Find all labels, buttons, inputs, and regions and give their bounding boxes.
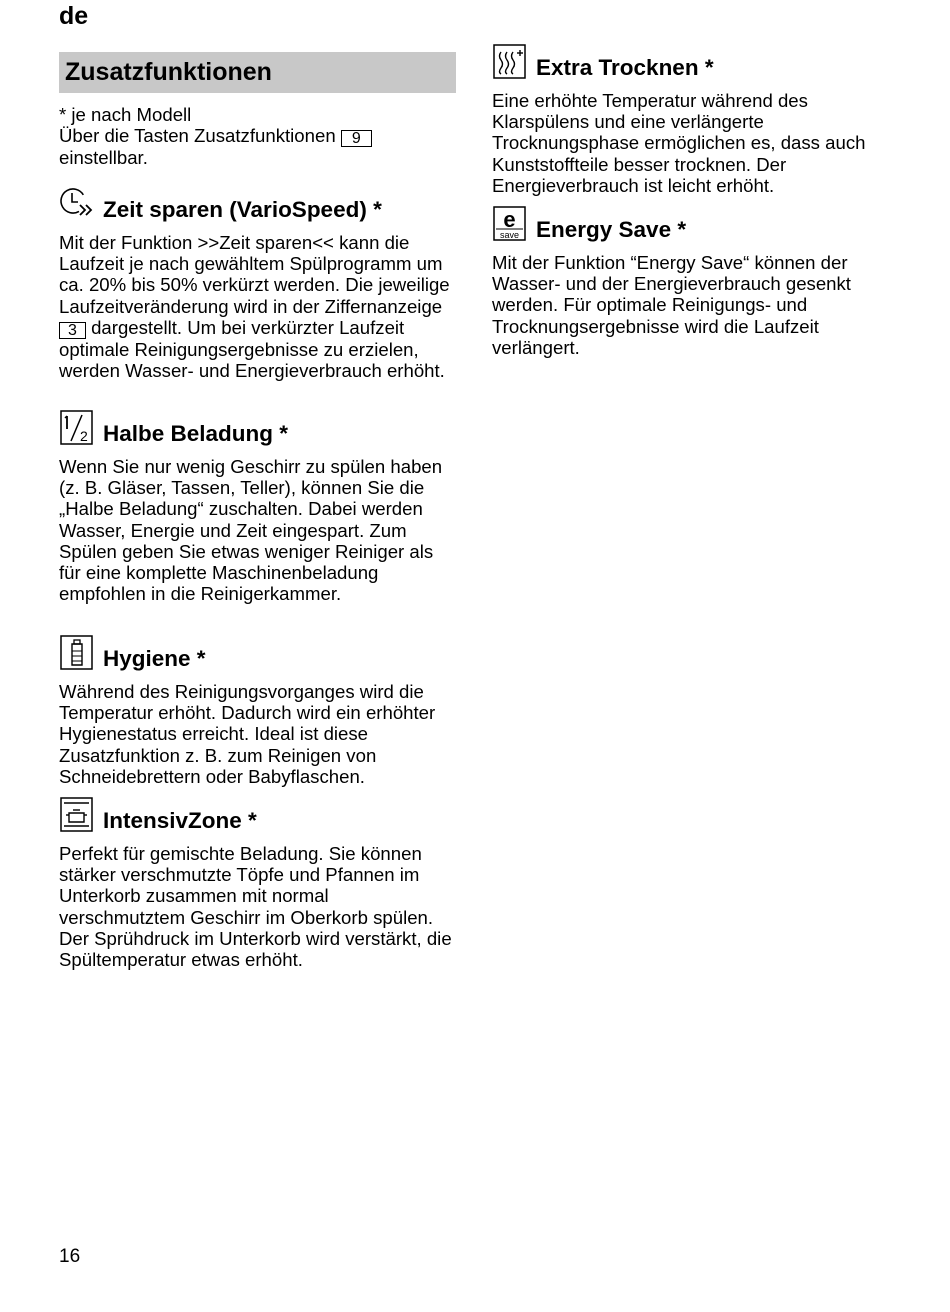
hygiene-text: Während des Reinigungsvorganges wird die Temperatur erhöht. Dadurch wird ein erhöhter Hygienestatus erreicht. Ideal ist diese Zusatzfunktion z. B. zum Reinigen von Schneidebrettern oder Babyflaschen. <box>59 681 436 787</box>
model-note: * je nach Modell <box>59 104 192 125</box>
zeit-sparen-text <box>59 232 457 381</box>
extra-trocknen-section <box>492 44 892 196</box>
clock-fast-forward-icon <box>59 186 95 222</box>
zeit-text-part1: Mit der Funktion >>Zeit sparen<< kann die Laufzeit je nach gewähltem Spülprogramm um ca. 20% bis 50% verkürzt werden. Die jeweilige Laufzeitveränderung wird in der Ziffernanzeige <box>59 232 450 317</box>
intro-text <box>59 125 457 168</box>
half-load-icon <box>59 410 95 446</box>
intro-line: Über die Tasten Zusatzfunktionen <box>59 125 336 147</box>
halbe-beladung-section <box>59 410 457 604</box>
intro-block <box>59 104 457 168</box>
language-code: de <box>59 2 89 30</box>
halbe-beladung-text: Wenn Sie nur wenig Geschirr zu spülen haben (z. B. Gläser, Tassen, Teller), können Sie die „Halbe Beladung“ zuschalten. Dabei werden Wasser, Energie und Zeit eingespart. Zum Spülen geben Sie etwas weniger Reiniger als für eine komplette Maschinenbeladung empfohlen in die Reinigerkammer. <box>59 456 443 605</box>
extra-dry-icon <box>492 44 528 80</box>
energy-save-section <box>492 206 892 358</box>
svg-text:2: 2 <box>80 428 88 444</box>
zeit-sparen-section <box>59 186 457 381</box>
energy-save-text: Mit der Funktion “Energy Save“ können der Wasser- und der Energieverbrauch gesenkt werden. Für optimale Reinigungs- und Trocknungsergebnisse wird die Laufzeit verlängert. <box>492 252 851 358</box>
zeit-sparen-title: Zeit sparen (VarioSpeed) * <box>103 197 382 222</box>
intensivzone-title: IntensivZone * <box>103 808 257 833</box>
energy-save-title: Energy Save * <box>536 217 687 242</box>
button-9-box: 9 <box>341 130 372 147</box>
zeit-text-part2: dargestellt. Um bei verkürzter Laufzeit optimale Reinigungsergebnisse zu erzielen, werden Wasser- und Energieverbrauch erhöht. <box>59 316 445 382</box>
svg-text:e: e <box>503 207 516 232</box>
hygiene-title: Hygiene * <box>103 646 206 671</box>
intensive-zone-icon <box>59 797 95 833</box>
extra-trocknen-title: Extra Trocknen * <box>536 55 714 80</box>
intensivzone-section <box>59 797 457 970</box>
hygiene-section <box>59 635 457 787</box>
extra-trocknen-text: Eine erhöhte Temperatur während des Klarspülens und eine verlängerte Trocknungsphase ermöglichen es, dass auch Kunststoffteile besser trocknen. Der Energieverbrauch ist leicht erhöht. <box>492 90 866 196</box>
display-3-box: 3 <box>59 322 86 339</box>
svg-text:save: save <box>499 230 520 240</box>
halbe-beladung-title: Halbe Beladung * <box>103 421 289 446</box>
hygiene-bottle-icon <box>59 635 95 671</box>
intensivzone-text: Perfekt für gemischte Beladung. Sie können stärker verschmutzte Töpfe und Pfannen im Unterkorb zusammen mit normal verschmutztem Geschirr im Oberkorb spülen. Der Sprühdruck im Unterkorb wird verstärkt, die Spültemperatur etwas erhöht. <box>59 843 452 971</box>
page-number: 16 <box>59 1246 81 1267</box>
energy-save-icon <box>492 206 528 242</box>
intro-line-end: einstellbar. <box>59 147 148 169</box>
section-title: Zusatzfunktionen <box>59 52 456 93</box>
